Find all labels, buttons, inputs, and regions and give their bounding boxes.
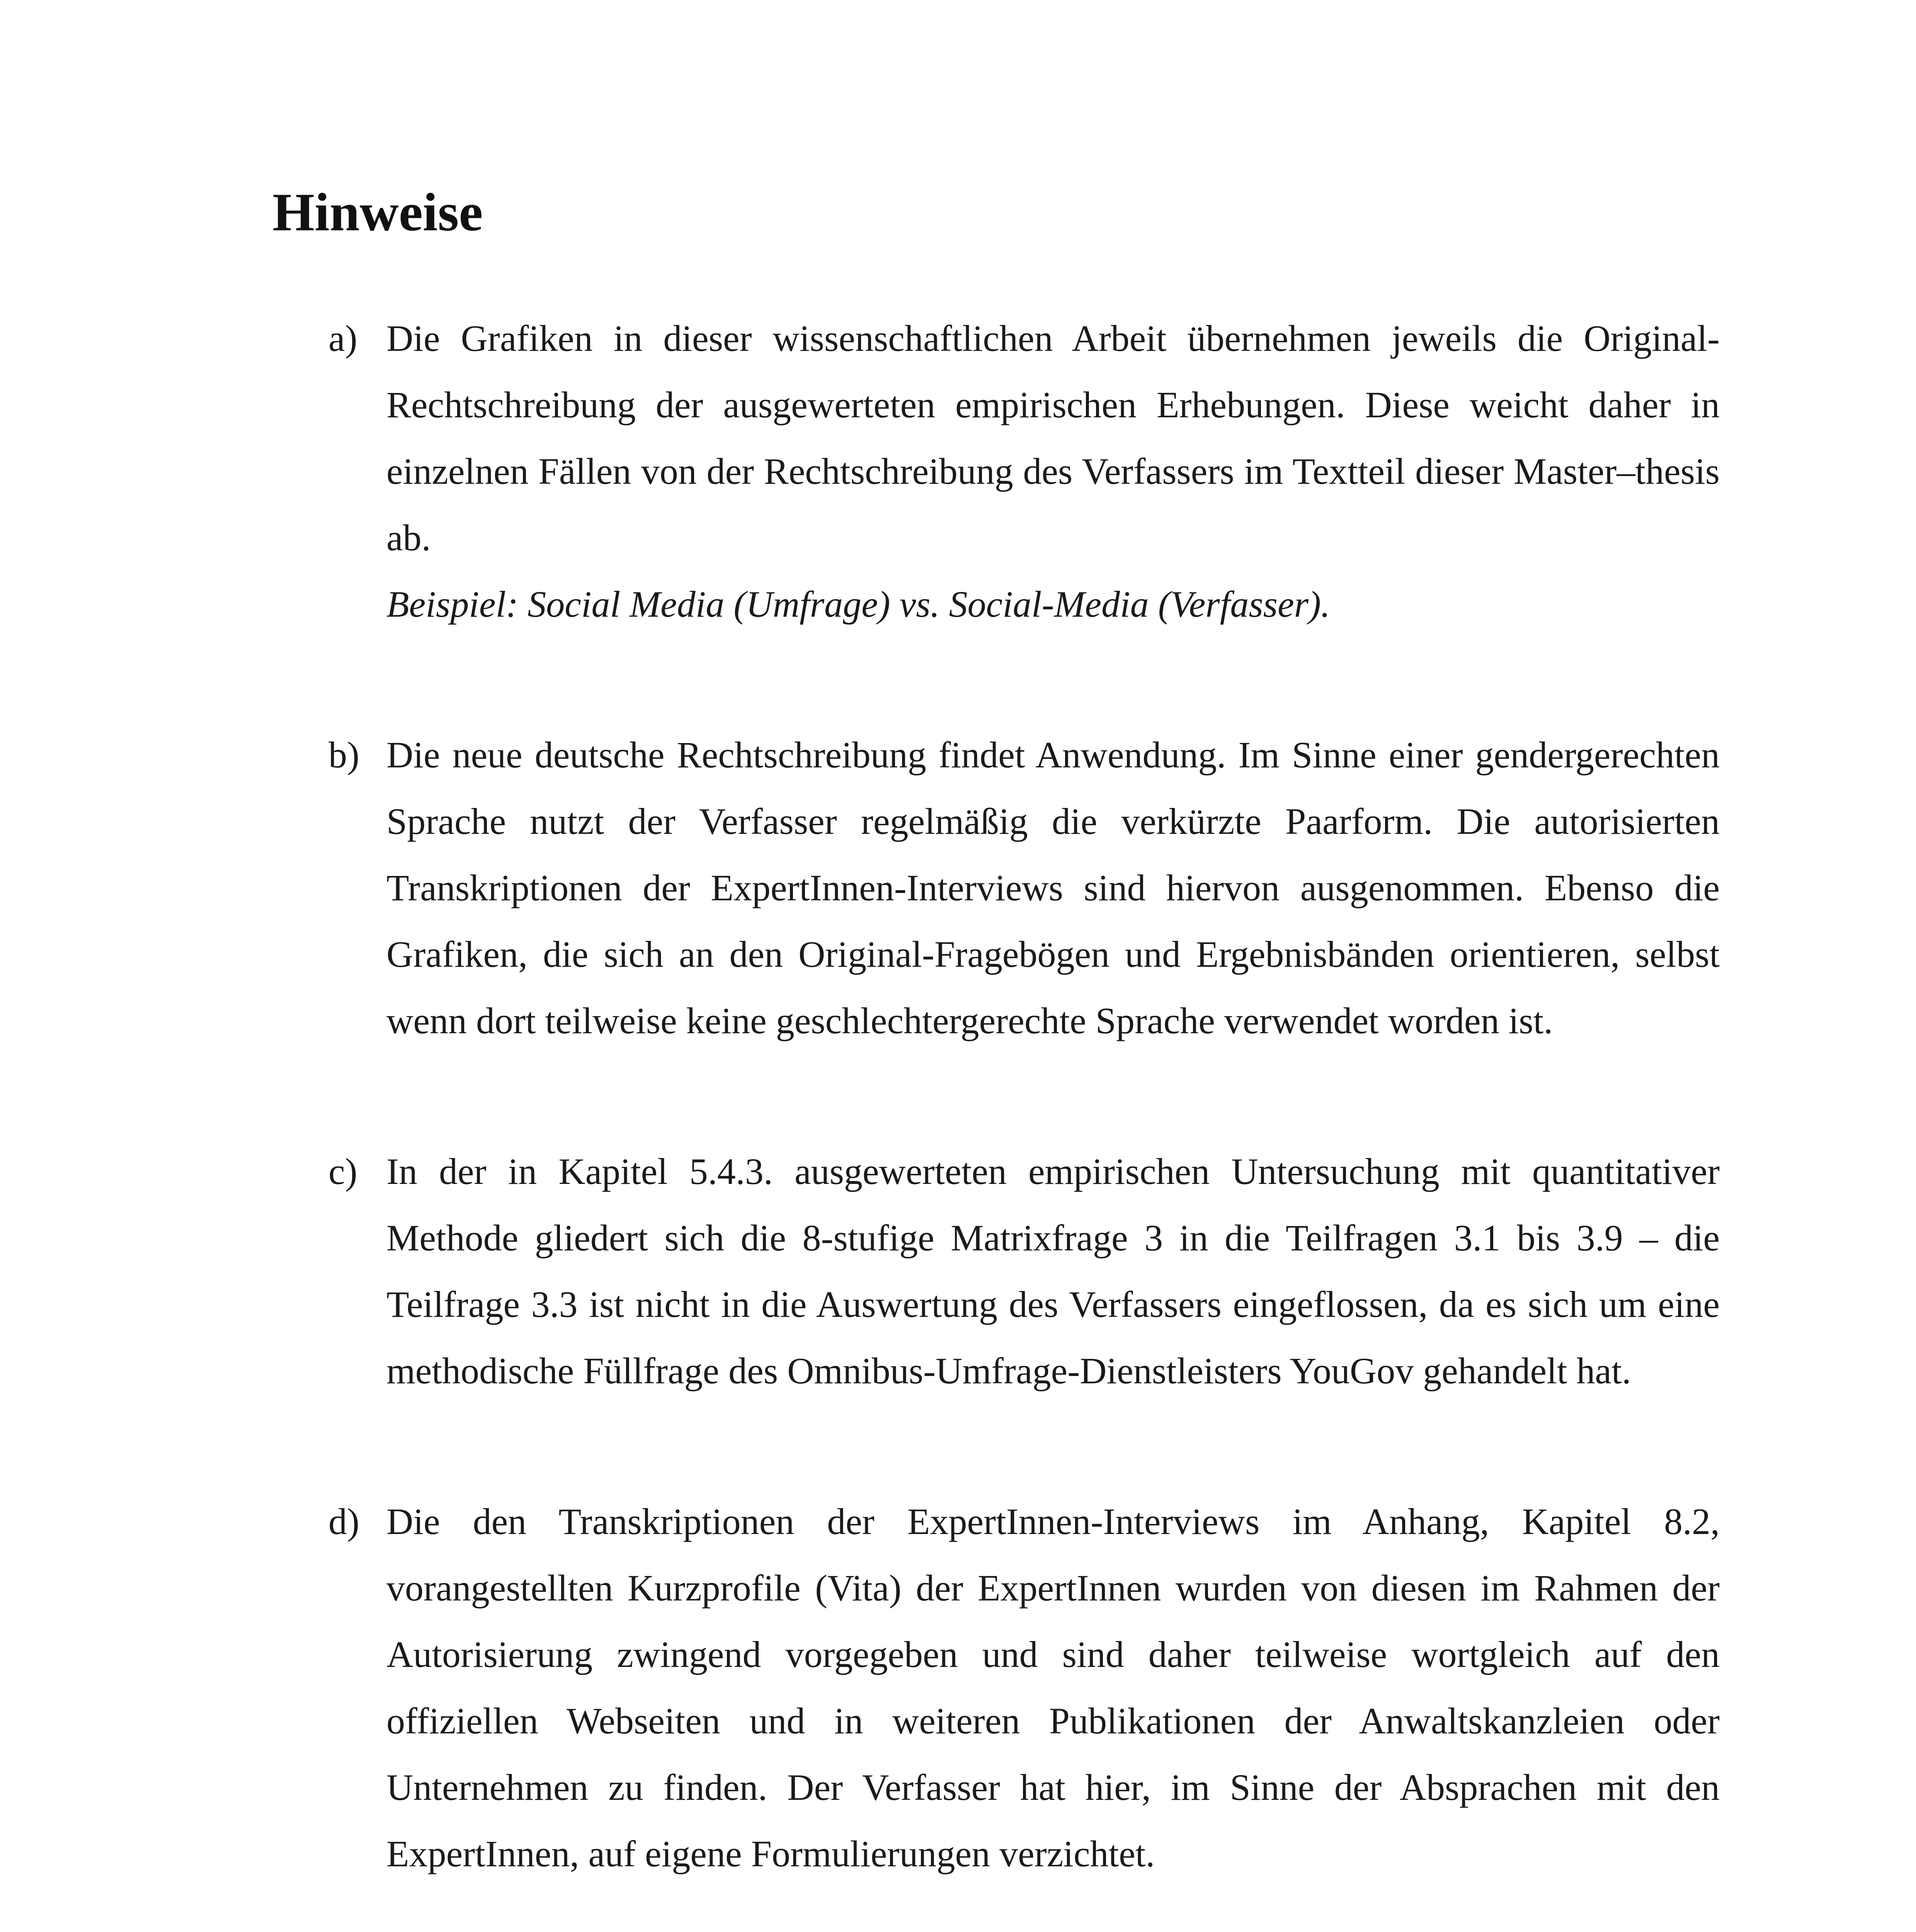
note-marker: a)	[328, 318, 357, 359]
page-heading: Hinweise	[272, 182, 483, 242]
note-item-a	[328, 305, 1720, 638]
note-item-d	[328, 1488, 1720, 1887]
note-text: In der in Kapitel 5.4.3. ausgewerteten empirischen Untersuchung mit quantitativer Methode gliedert sich die 8-stufige Matrixfrage 3 in die Teilfragen 3.1 bis 3.9 – die Teilfrage 3.3 ist nicht in die Auswertung des Verfassers eingeflossen, da es sich um eine methodische Füllfrage des Omnibus-Umfrage-Dienstleisters YouGov gehandelt hat.	[386, 1151, 1720, 1391]
note-text: Die neue deutsche Rechtschreibung findet Anwendung. Im Sinne einer gendergerechten Sprache nutzt der Verfasser regelmäßig die verkürzte Paarform. Die autorisierten Transkriptionen der ExpertInnen-Interviews sind hiervon ausgenommen. Ebenso die Grafiken, die sich an den Original-Fragebögen und Ergebnisbänden orientieren, selbst wenn dort teilweise keine geschlechtergerechte Sprache verwendet worden ist.	[386, 734, 1720, 1041]
note-text: Die Grafiken in dieser wissenschaftlichen Arbeit übernehmen jeweils die Original-Rechtschreibung der ausgewerteten empirischen Erhebungen. Diese weicht daher in einzelnen Fällen von der Rechtschreibung des Verfassers im Textteil dieser Master–thesis ab.	[386, 318, 1720, 558]
note-example: Beispiel: Social Media (Umfrage) vs. Social-Media (Verfasser).	[386, 583, 1331, 625]
note-marker: c)	[328, 1151, 357, 1192]
note-text: Die den Transkriptionen der ExpertInnen-Interviews im Anhang, Kapitel 8.2, vorangestellten Kurzprofile (Vita) der ExpertInnen wurden von diesen im Rahmen der Autorisierung zwingend vorgegeben und sind daher teilweise wortgleich auf den offiziellen Webseiten und in weiteren Publikationen der Anwaltskanzleien oder Unternehmen zu finden. Der Verfasser hat hier, im Sinne der Absprachen mit den ExpertInnen, auf eigene Formulierungen verzichtet.	[386, 1501, 1720, 1874]
notes-list	[328, 305, 1720, 1932]
note-marker: d)	[328, 1501, 359, 1542]
note-item-c	[328, 1138, 1720, 1404]
note-marker: b)	[328, 734, 359, 776]
note-item-b	[328, 722, 1720, 1054]
